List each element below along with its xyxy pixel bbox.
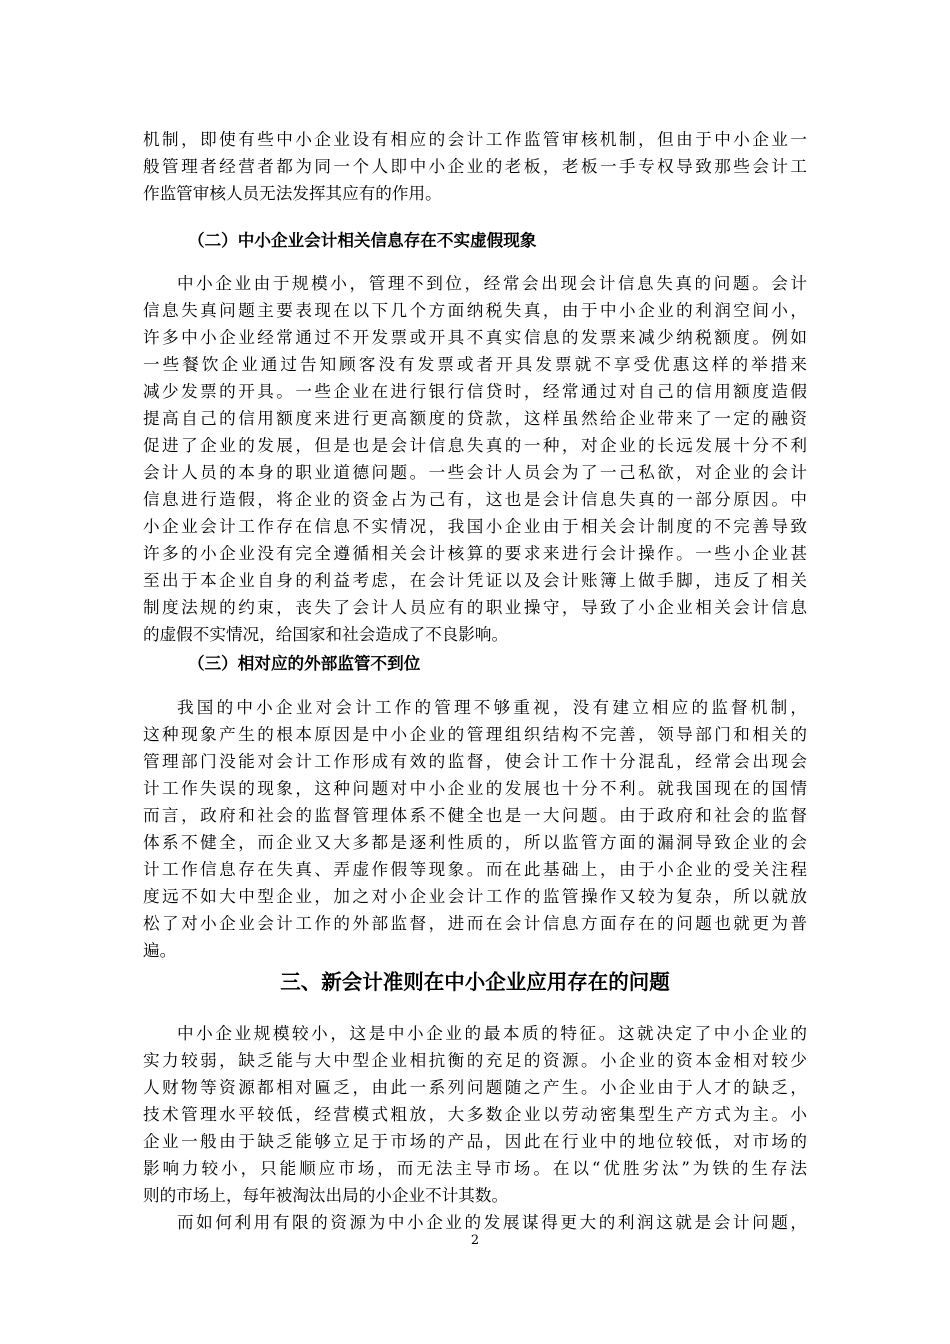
text-line: 遍。	[143, 941, 177, 960]
chapter-3-paragraph-1	[143, 1020, 807, 1209]
text-line: 许多的小企业没有完全遵循相关会计核算的要求来进行会计操作。一些小企业甚	[143, 544, 807, 563]
text-line: 计工作失误的现象，这种问题对中小企业的发展也十分不利。就我国现在的国情	[143, 779, 807, 798]
text-line: 制度法规的约束，丧失了会计人员应有的职业操守，导致了小企业相关会计信息	[143, 598, 807, 617]
text-line: 信息失真问题主要表现在以下几个方面纳税失真，由于中小企业的利润空间小，	[143, 301, 807, 320]
page-number: 2	[470, 1233, 480, 1248]
text-line: 促进了企业的发展，但是也是会计信息失真的一种，对企业的长远发展十分不利	[143, 436, 807, 455]
text-line: 企业一般由于缺乏能够立足于市场的产品，因此在行业中的地位较低，对市场的	[143, 1132, 807, 1151]
text-line: 至出于本企业自身的利益考虑，在会计凭证以及会计账簿上做手脚，违反了相关	[143, 571, 807, 590]
text-line: 而如何利用有限的资源为中小企业的发展谋得更大的利润这就是会计问题，	[177, 1213, 807, 1232]
text-line: 小企业会计工作存在信息不实情况，我国小企业由于相关会计制度的不完善导致	[143, 517, 807, 536]
text-line: 影响力较小，只能顺应市场，而无法主导市场。在以“优胜劣汰”为铁的生存法	[143, 1159, 807, 1178]
text-line: 而言，政府和社会的监督管理体系不健全也是一大问题。由于政府和社会的监督	[143, 806, 807, 825]
text-line: 提高自己的信用额度来进行更高额度的贷款，这样虽然给企业带来了一定的融资	[143, 409, 807, 428]
section-2-paragraph	[143, 270, 807, 648]
text-line: 实力较弱，缺乏能与大中型企业相抗衡的充足的资源。小企业的资本金相对较少	[143, 1051, 807, 1070]
text-line: 我国的中小企业对会计工作的管理不够重视，没有建立相应的监督机制，	[177, 698, 807, 717]
text-line: 般管理者经营者都为同一个人即中小企业的老板，老板一手专权导致那些会计工	[143, 157, 807, 176]
text-line: 人财物等资源都相对匾乏，由此一系列问题随之产生。小企业由于人才的缺乏，	[143, 1078, 807, 1097]
paragraph-continuation	[143, 126, 807, 207]
text-line: 计工作信息存在失真、弄虚作假等现象。而在此基础上，由于小企业的受关注程	[143, 860, 807, 879]
section-2-heading: （二）中小企业会计相关信息存在不实虚假现象	[188, 231, 537, 250]
text-line: 度远不如大中型企业，加之对小企业会计工作的监管操作又较为复杂，所以就放	[143, 887, 807, 906]
chapter-3-heading: 三、新会计准则在中小企业应用存在的问题	[280, 970, 670, 994]
text-line: 技术管理水平较低，经营模式粗放，大多数企业以劳动密集型生产方式为主。小	[143, 1105, 807, 1124]
section-3-paragraph	[143, 694, 807, 964]
text-line: 一些餐饮企业通过告知顾客没有发票或者开具发票就不享受优惠这样的举措来	[143, 355, 807, 374]
text-line: 松了对小企业会计工作的外部监督，进而在会计信息方面存在的问题也就更为普	[143, 914, 807, 933]
text-line: 会计人员的本身的职业道德问题。一些会计人员会为了一己私欲，对企业的会计	[143, 463, 807, 482]
section-3-heading: （三）相对应的外部监管不到位	[188, 654, 421, 673]
text-line: 中小企业规模较小，这是中小企业的最本质的特征。这就决定了中小企业的	[177, 1024, 807, 1043]
text-line: 的虚假不实情况，给国家和社会造成了不良影响。	[143, 625, 509, 644]
text-line: 信息进行造假，将企业的资金占为己有，这也是会计信息失真的一部分原因。中	[143, 490, 807, 509]
text-line: 机制，即使有些中小企业设有相应的会计工作监管审核机制，但由于中小企业一	[143, 130, 807, 149]
text-line: 管理部门没能对会计工作形成有效的监督，使会计工作十分混乱，经常会出现会	[143, 752, 807, 771]
text-line: 许多中小企业经常通过不开发票或开具不真实信息的发票来减少纳税额度。例如	[143, 328, 807, 347]
text-line: 则的市场上，每年被淘汰出局的小企业不计其数。	[143, 1186, 509, 1205]
text-line: 减少发票的开具。一些企业在进行银行信贷时，经常通过对自己的信用额度造假	[143, 382, 807, 401]
text-line: 中小企业由于规模小，管理不到位，经常会出现会计信息失真的问题。会计	[177, 274, 807, 293]
text-line: 这种现象产生的根本原因是中小企业的管理组织结构不完善，领导部门和相关的	[143, 725, 807, 744]
text-line: 体系不健全，而企业又大多都是逐利性质的，所以监管方面的漏洞导致企业的会	[143, 833, 807, 852]
text-line: 作监管审核人员无法发挥其应有的作用。	[143, 184, 442, 203]
